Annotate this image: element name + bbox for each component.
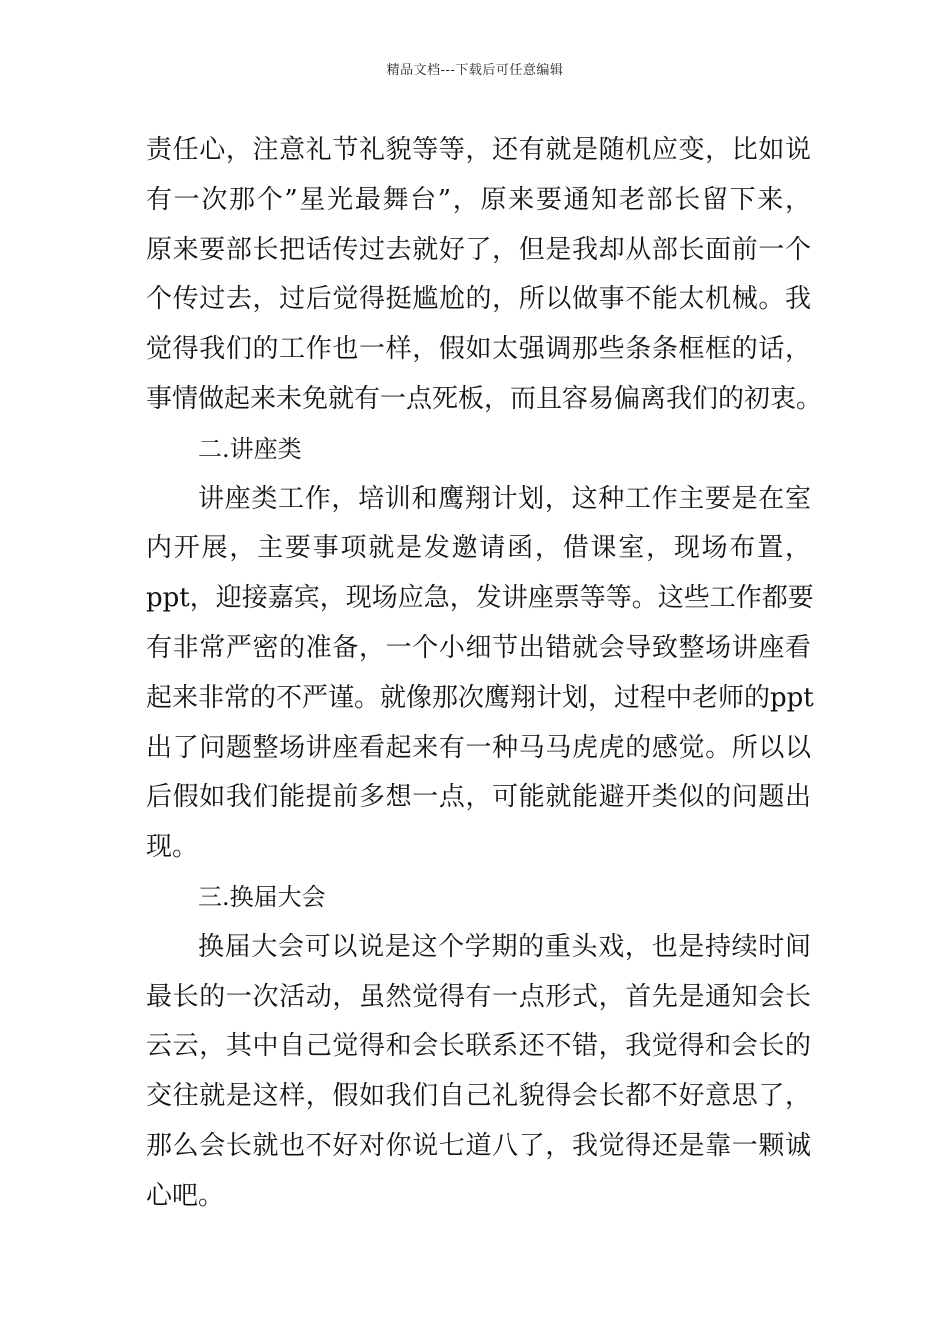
paragraph-line: 心吧。 bbox=[146, 1180, 225, 1211]
paragraph-line: 责任心，注意礼节礼貌等等，还有就是随机应变，比如说 bbox=[146, 135, 811, 165]
paragraph-line: 换届大会可以说是这个学期的重头戏，也是持续时间 bbox=[198, 931, 811, 962]
section-heading-lectures: 二.讲座类 bbox=[198, 434, 302, 463]
paragraph-line: 原来要部长把话传过去就好了，但是我却从部长面前一个 bbox=[146, 234, 811, 265]
paragraph-line: 最长的一次活动，虽然觉得有一点形式，首先是通知会长 bbox=[146, 981, 811, 1012]
paragraph-election bbox=[146, 923, 811, 1222]
paragraph-line: 讲座类工作，培训和鹰翔计划，这种工作主要是在室 bbox=[198, 483, 811, 514]
document-body bbox=[146, 126, 823, 1222]
section-heading-election: 三.换届大会 bbox=[198, 882, 326, 911]
paragraph-line: 起来非常的不严谨。就像那次鹰翔计划，过程中老师的ppt bbox=[146, 682, 814, 713]
paragraph-line: 事情做起来未免就有一点死板，而且容易偏离我们的初衷。 bbox=[146, 383, 823, 414]
paragraph-line: 出了问题整场讲座看起来有一种马马虎虎的感觉。所以以 bbox=[146, 732, 811, 763]
page-header: 精品文档---下载后可任意编辑 bbox=[386, 63, 564, 78]
paragraph-line: 觉得我们的工作也一样，假如太强调那些条条框框的话， bbox=[146, 334, 811, 365]
paragraph-line: 有一次那个”星光最舞台”，原来要通知老部长留下来， bbox=[146, 184, 811, 215]
paragraph-line: 现。 bbox=[146, 832, 199, 863]
paragraph-line: 有非常严密的准备，一个小细节出错就会导致整场讲座看 bbox=[146, 632, 811, 663]
paragraph-lectures bbox=[146, 475, 814, 873]
paragraph-line: 那么会长就也不好对你说七道八了，我觉得还是靠一颗诚 bbox=[146, 1130, 811, 1161]
paragraph-line: ppt，迎接嘉宾，现场应急，发讲座票等等。这些工作都要 bbox=[146, 583, 814, 614]
paragraph-line: 内开展，主要事项就是发邀请函，借课室，现场布置， bbox=[146, 533, 811, 564]
paragraph-line: 个传过去，过后觉得挺尴尬的，所以做事不能太机械。我 bbox=[146, 284, 811, 315]
paragraph-line: 云云，其中自己觉得和会长联系还不错，我觉得和会长的 bbox=[146, 1031, 811, 1062]
paragraph-responsibility bbox=[146, 126, 823, 425]
paragraph-line: 交往就是这样，假如我们自己礼貌得会长都不好意思了， bbox=[146, 1081, 811, 1112]
paragraph-line: 后假如我们能提前多想一点，可能就能避开类似的问题出 bbox=[146, 782, 811, 813]
